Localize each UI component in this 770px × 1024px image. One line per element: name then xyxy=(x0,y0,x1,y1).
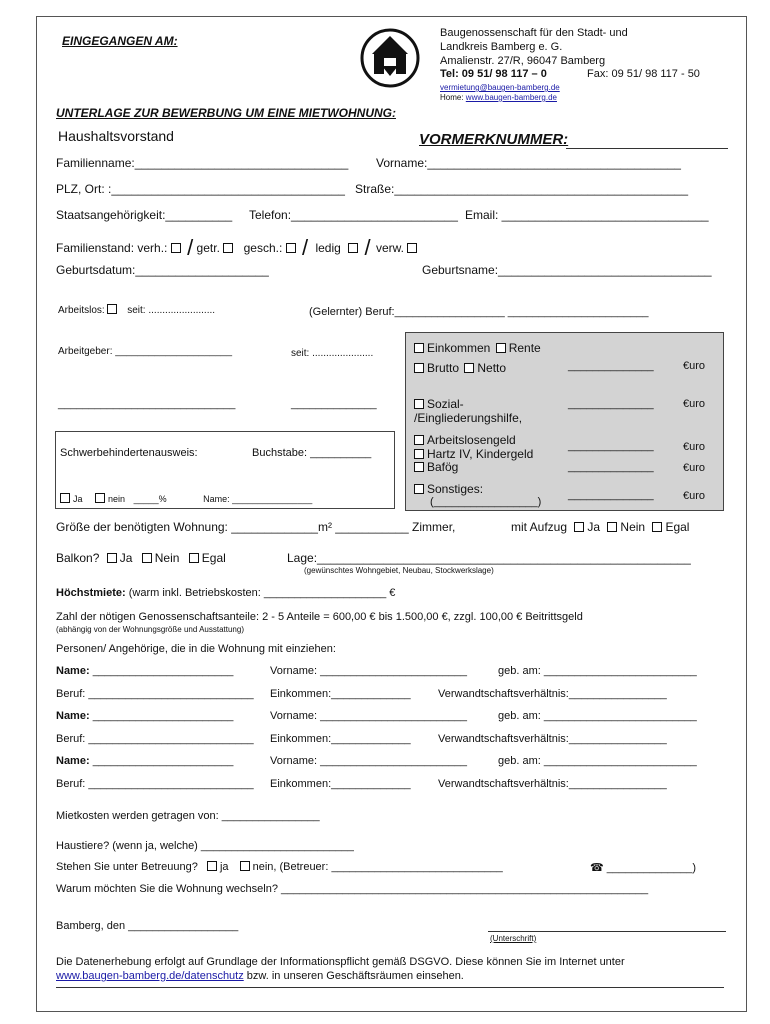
slash-divider: / xyxy=(187,235,194,260)
familienname-field[interactable]: Familienname:________________________________ xyxy=(56,156,349,170)
footer-line-2 xyxy=(56,970,464,982)
strasse-field[interactable]: Straße:____________________________________________ xyxy=(355,182,688,196)
schwer-ja-checkbox[interactable] xyxy=(60,493,70,503)
beruf-field[interactable]: (Gelernter) Beruf:__________________ _______________________ xyxy=(309,306,649,318)
org-home-link[interactable]: www.baugen-bamberg.de xyxy=(465,93,557,102)
betreuung-ja-label: ja xyxy=(219,861,229,873)
person-1-beruf[interactable]: Beruf: ___________________________ xyxy=(56,688,254,700)
vormerk-line[interactable] xyxy=(566,148,728,149)
familienstand-row xyxy=(56,235,420,261)
prozent-field[interactable]: _____% xyxy=(133,494,167,504)
person-2-beruf[interactable]: Beruf: ___________________________ xyxy=(56,733,254,745)
person-1-vorname[interactable]: Vorname: ________________________ xyxy=(270,665,467,677)
logo-icon xyxy=(360,28,420,88)
rente-label: Rente xyxy=(508,341,541,355)
arbeitslos-checkbox[interactable] xyxy=(107,304,117,314)
arbeitslos-label: Arbeitslos: xyxy=(58,305,105,316)
org-fax: Fax: 09 51/ 98 117 - 50 xyxy=(587,68,700,80)
aufzug-ja-label: Ja xyxy=(587,520,601,534)
betreuung-nein-checkbox[interactable] xyxy=(240,861,250,871)
buchstabe-field[interactable]: Buchstabe: __________ xyxy=(252,447,372,459)
hoechstmiete-row xyxy=(56,587,395,599)
schwer-options-row xyxy=(60,493,312,504)
person-1-name[interactable] xyxy=(56,665,233,677)
sozial-label: Sozial- xyxy=(427,397,464,411)
betreuung-label: Stehen Sie unter Betreuung? xyxy=(56,861,198,873)
anteile-hint: (abhängig von der Wohnungsgröße und Ausstattung) xyxy=(56,625,244,634)
email-field[interactable]: Email: _______________________________ xyxy=(465,208,709,222)
gesch-checkbox[interactable] xyxy=(286,243,296,253)
groesse-field[interactable]: Größe der benötigten Wohnung: _____________m² ___________ Zimmer, xyxy=(56,520,456,534)
arbeitslos-row xyxy=(58,304,215,316)
section-haushaltsvorstand: Haushaltsvorstand xyxy=(58,128,174,144)
balkon-nein-label: Nein xyxy=(154,551,180,565)
hartz-label: Hartz IV, Kindergeld xyxy=(427,447,534,461)
vorname-field[interactable]: Vorname:______________________________________ xyxy=(376,156,681,170)
person-3-einkommen[interactable]: Einkommen:_____________ xyxy=(270,778,411,790)
rente-checkbox[interactable] xyxy=(496,343,506,353)
bafoeg-checkbox[interactable] xyxy=(414,462,424,472)
person-2-verwandt[interactable]: Verwandtschaftsverhältnis:________________ xyxy=(438,733,667,745)
betreuung-ja-checkbox[interactable] xyxy=(207,861,217,871)
sonstiges-row xyxy=(414,482,483,496)
vormerk-label: VORMERKNUMMER: xyxy=(419,131,569,148)
betreuer-phone-field[interactable]: ☎ ______________) xyxy=(590,862,697,874)
name-label: Name: xyxy=(56,710,90,722)
alg-checkbox[interactable] xyxy=(414,435,424,445)
org-home xyxy=(440,93,557,102)
person-3-vorname[interactable]: Vorname: ________________________ xyxy=(270,755,467,767)
balkon-label: Balkon? xyxy=(56,551,100,565)
balkon-egal-checkbox[interactable] xyxy=(189,553,199,563)
verh-checkbox[interactable] xyxy=(171,243,181,253)
sozial-checkbox[interactable] xyxy=(414,399,424,409)
extra-line-mid[interactable]: ______________ xyxy=(291,398,377,410)
income-amount-5[interactable]: ______________ xyxy=(568,489,654,501)
name-line: _______________________ xyxy=(92,755,234,767)
staat-field[interactable]: Staatsangehörigkeit:__________ xyxy=(56,208,233,222)
aufzug-nein-label: Nein xyxy=(620,520,646,534)
income-amount-4[interactable]: ______________ xyxy=(568,461,654,473)
betreuer-field[interactable]: nein, (Betreuer: ____________________________ xyxy=(252,861,503,873)
person-2-einkommen[interactable]: Einkommen:_____________ xyxy=(270,733,411,745)
aufzug-egal-label: Egal xyxy=(665,520,690,534)
balkon-ja-checkbox[interactable] xyxy=(107,553,117,563)
slash-divider: / xyxy=(364,235,371,260)
aufzug-row xyxy=(511,520,689,534)
person-3-name[interactable] xyxy=(56,755,233,767)
schwer-label: Schwerbehindertenausweis: xyxy=(60,447,198,459)
person-1-einkommen[interactable]: Einkommen:_____________ xyxy=(270,688,411,700)
footer-line-1: Die Datenerhebung erfolgt auf Grundlage der Informationspflicht gemäß DSGVO. Diese können Sie im Internet unter xyxy=(56,956,625,968)
hartz-checkbox[interactable] xyxy=(414,449,424,459)
person-3-geb[interactable]: geb. am: _________________________ xyxy=(498,755,697,767)
mietkosten-field[interactable]: Mietkosten werden getragen von: ________________ xyxy=(56,810,320,822)
brutto-label: Brutto xyxy=(427,361,460,375)
haustiere-field[interactable]: Haustiere? (wenn ja, welche) _________________________ xyxy=(56,840,354,852)
received-label: EINGEGANGEN AM: xyxy=(62,34,178,48)
anteile-text: Zahl der nötigen Genossenschaftsanteile: 2 - 5 Anteile = 600,00 € bis 1.500,00 €, zzgl. 100,00 € Beitrittsgeld xyxy=(56,611,583,623)
form-title: UNTERLAGE ZUR BEWERBUNG UM EINE MIETWOHNUNG: xyxy=(56,106,396,120)
org-email-link[interactable]: vermietung@baugen-bamberg.de xyxy=(440,83,560,92)
org-tel: Tel: 09 51/ 98 117 – 0 xyxy=(440,68,547,80)
person-1-verwandt[interactable]: Verwandtschaftsverhältnis:________________ xyxy=(438,688,667,700)
schwer-nein-label: nein xyxy=(108,494,126,504)
sonstiges-field[interactable]: (_________________) xyxy=(430,496,542,508)
sozial-label-2: /Eingliederungshilfe, xyxy=(414,411,523,425)
datenschutz-link[interactable]: www.baugen-bamberg.de/datenschutz xyxy=(56,970,244,982)
persons-heading: Personen/ Angehörige, die in die Wohnung mit einziehen: xyxy=(56,643,336,655)
unterschrift-label: (Unterschrift) xyxy=(490,934,537,943)
sonstiges-checkbox[interactable] xyxy=(414,484,424,494)
plz-ort-field[interactable]: PLZ, Ort: :___________________________________ xyxy=(56,182,345,196)
verw-checkbox[interactable] xyxy=(407,243,417,253)
aufzug-nein-checkbox[interactable] xyxy=(607,522,617,532)
logo xyxy=(360,28,420,88)
seit-field[interactable]: seit: ........................ xyxy=(127,305,216,316)
balkon-egal-label: Egal xyxy=(201,551,226,565)
arbeitgeber-field[interactable]: Arbeitgeber: _____________________ xyxy=(58,346,233,357)
getr-label: getr. xyxy=(196,241,220,255)
bamberg-date-field[interactable]: Bamberg, den __________________ xyxy=(56,920,239,932)
alg-row xyxy=(414,433,516,447)
schwer-nein-checkbox[interactable] xyxy=(95,493,105,503)
geburtsname-field[interactable]: Geburtsname:________________________________ xyxy=(422,263,712,277)
balkon-row xyxy=(56,551,226,565)
name-label: Name: xyxy=(56,755,90,767)
euro-label-4: €uro xyxy=(683,462,706,474)
person-1-geb[interactable]: geb. am: _________________________ xyxy=(498,665,697,677)
brutto-checkbox[interactable] xyxy=(414,363,424,373)
schwer-ja-label: Ja xyxy=(73,494,83,504)
euro-label-1: €uro xyxy=(683,360,706,372)
ledig-label: ledig xyxy=(315,241,341,255)
person-2-name[interactable] xyxy=(56,710,233,722)
name-label: Name: xyxy=(56,665,90,677)
aufzug-label: mit Aufzug xyxy=(511,520,568,534)
person-2-vorname[interactable]: Vorname: ________________________ xyxy=(270,710,467,722)
bafoeg-label: Bafög xyxy=(427,460,459,474)
org-line-2: Landkreis Bamberg e. G. xyxy=(440,41,563,53)
extra-line-left[interactable]: _____________________________ xyxy=(58,398,236,410)
ledig-checkbox[interactable] xyxy=(348,243,358,253)
aufzug-egal-checkbox[interactable] xyxy=(652,522,662,532)
familienstand-label: Familienstand: verh.: xyxy=(56,241,168,255)
brutto-netto-row xyxy=(414,361,506,375)
lage-hint: (gewünschtes Wohngebiet, Neubau, Stockwerkslage) xyxy=(304,566,494,575)
arbeitgeber-seit-field[interactable]: seit: ...................... xyxy=(291,348,374,359)
sonstiges-label: Sonstiges: xyxy=(427,482,484,496)
hartz-row xyxy=(414,447,533,461)
balkon-ja-label: Ja xyxy=(119,551,133,565)
sozial-row xyxy=(414,397,464,411)
warum-field[interactable]: Warum möchten Sie die Wohnung wechseln? ____________________________________________________________ xyxy=(56,883,649,895)
income-amount-3[interactable]: ______________ xyxy=(568,440,654,452)
getr-checkbox[interactable] xyxy=(223,243,233,253)
lage-field[interactable]: Lage:________________________________________________________ xyxy=(287,551,691,565)
hoechstmiete-field[interactable]: (warm inkl. Betriebskosten: ____________________ € xyxy=(128,587,396,599)
netto-checkbox[interactable] xyxy=(464,363,474,373)
home-label: Home: xyxy=(440,93,464,102)
org-line-1: Baugenossenschaft für den Stadt- und xyxy=(440,27,628,39)
euro-label-5: €uro xyxy=(683,490,706,502)
einkommen-rente-row xyxy=(414,341,541,355)
signature-line[interactable] xyxy=(488,931,726,932)
telefon-field[interactable]: Telefon:_________________________ xyxy=(249,208,458,222)
alg-label: Arbeitslosengeld xyxy=(427,433,516,447)
netto-label: Netto xyxy=(477,361,507,375)
einkommen-label: Einkommen xyxy=(427,341,491,355)
name-line: _______________________ xyxy=(92,710,234,722)
person-2-geb[interactable]: geb. am: _________________________ xyxy=(498,710,697,722)
aufzug-ja-checkbox[interactable] xyxy=(574,522,584,532)
person-3-beruf[interactable]: Beruf: ___________________________ xyxy=(56,778,254,790)
betreuung-row xyxy=(56,861,503,873)
income-amount-1[interactable]: ______________ xyxy=(568,360,654,372)
schwer-name-field[interactable]: Name: ________________ xyxy=(203,494,313,504)
org-line-3: Amalienstr. 27/R, 96047 Bamberg xyxy=(440,55,606,67)
balkon-nein-checkbox[interactable] xyxy=(142,553,152,563)
income-amount-2[interactable]: ______________ xyxy=(568,398,654,410)
gesch-label: gesch.: xyxy=(243,241,283,255)
geburtsdatum-field[interactable]: Geburtsdatum:____________________ xyxy=(56,263,269,277)
euro-label-2: €uro xyxy=(683,398,706,410)
person-3-verwandt[interactable]: Verwandtschaftsverhältnis:________________ xyxy=(438,778,667,790)
bafoeg-row xyxy=(414,460,458,474)
footer-divider xyxy=(56,987,724,988)
name-line: _______________________ xyxy=(92,665,234,677)
einkommen-checkbox[interactable] xyxy=(414,343,424,353)
verw-label: verw. xyxy=(375,241,404,255)
footer-text-2: bzw. in unseren Geschäftsräumen einsehen. xyxy=(243,970,464,982)
slash-divider: / xyxy=(301,235,309,260)
hoechstmiete-label: Höchstmiete: xyxy=(56,587,126,599)
euro-label-3: €uro xyxy=(683,441,706,453)
